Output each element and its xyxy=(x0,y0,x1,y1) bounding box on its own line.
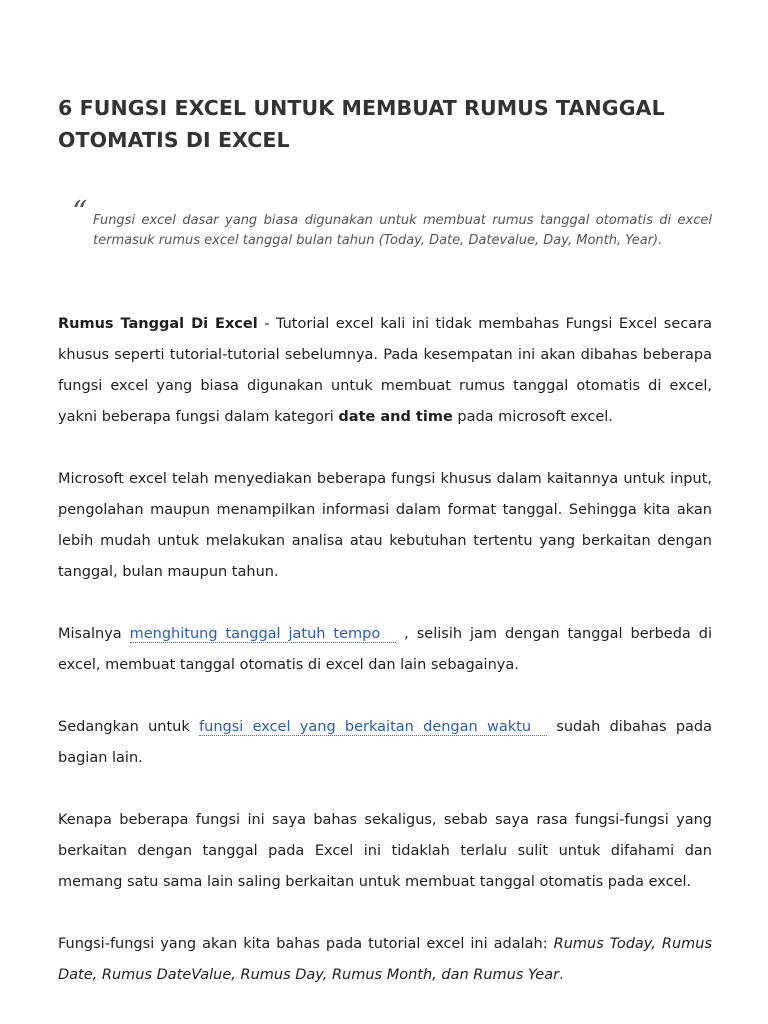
sedangkan-text-a: Sedangkan untuk xyxy=(58,719,200,735)
misalnya-text-a: Misalnya xyxy=(58,626,130,642)
paragraph-fungsi-list xyxy=(58,929,712,991)
quote-mark-icon: “ xyxy=(72,195,88,230)
intro-text-c: pada microsoft excel. xyxy=(452,409,613,425)
misalnya-text-b: , selisih jam dengan tanggal berbeda di excel, membuat tanggal otomatis di excel dan lain sebagainya. xyxy=(58,626,712,673)
paragraph-kenapa: Kenapa beberapa fungsi ini saya bahas sekaligus, sebab saya rasa fungsi-fungsi yang berkaitan dengan tanggal pada Excel ini tidaklah terlalu sulit untuk difahami dan memang satu sama lain saling berkaitan untuk membuat tanggal otomatis pada excel. xyxy=(58,812,712,890)
paragraph-misalnya xyxy=(58,619,712,681)
paragraph-sedangkan xyxy=(58,712,712,774)
article xyxy=(58,0,712,1022)
paragraph-intro xyxy=(58,309,712,433)
link-fungsi-waktu[interactable]: fungsi excel yang berkaitan dengan waktu xyxy=(199,719,547,736)
intro-text-a: - Tutorial excel kali ini tidak membahas Fungsi Excel secara khusus seperti tutorial-tutorial sebelumnya. Pada kesempatan ini akan dibahas beberapa fungsi excel yang biasa digunakan untuk membuat rumus tanggal otomatis di excel, yakni beberapa fungsi dalam kategori xyxy=(58,316,712,425)
intro-lead-bold: Rumus Tanggal Di Excel xyxy=(58,316,258,332)
article-summary-quote xyxy=(58,195,712,251)
article-body xyxy=(58,309,712,991)
intro-bold-date-time: date and time xyxy=(338,409,453,425)
paragraph-microsoft-excel: Microsoft excel telah menyediakan beberapa fungsi khusus dalam kaitannya untuk input, pengolahan maupun menampilkan informasi dalam format tanggal. Sehingga kita akan lebih mudah untuk melakukan analisa atau kebutuhan tertentu yang berkaitan dengan tanggal, bulan maupun tahun. xyxy=(58,471,712,580)
page-title: 6 FUNGSI EXCEL UNTUK MEMBUAT RUMUS TANGGAL OTOMATIS DI EXCEL xyxy=(58,96,665,152)
fungsi-list-text-c: . xyxy=(559,967,564,983)
fungsi-list-italic: Rumus Today, Rumus Date, Rumus DateValue, Rumus Day, Rumus Month, dan Rumus Year xyxy=(58,936,712,983)
link-tanggal-jatuh-tempo[interactable]: menghitung tanggal jatuh tempo xyxy=(130,626,397,643)
quote-text: Fungsi excel dasar yang biasa digunakan untuk membuat rumus tanggal otomatis di excel termasuk rumus excel tanggal bulan tahun (Today, Date, Datevalue, Day, Month, Year). xyxy=(93,213,712,248)
fungsi-list-text-a: Fungsi-fungsi yang akan kita bahas pada tutorial excel ini adalah: xyxy=(58,936,554,952)
sedangkan-text-b: sudah dibahas pada bagian lain. xyxy=(58,719,713,766)
